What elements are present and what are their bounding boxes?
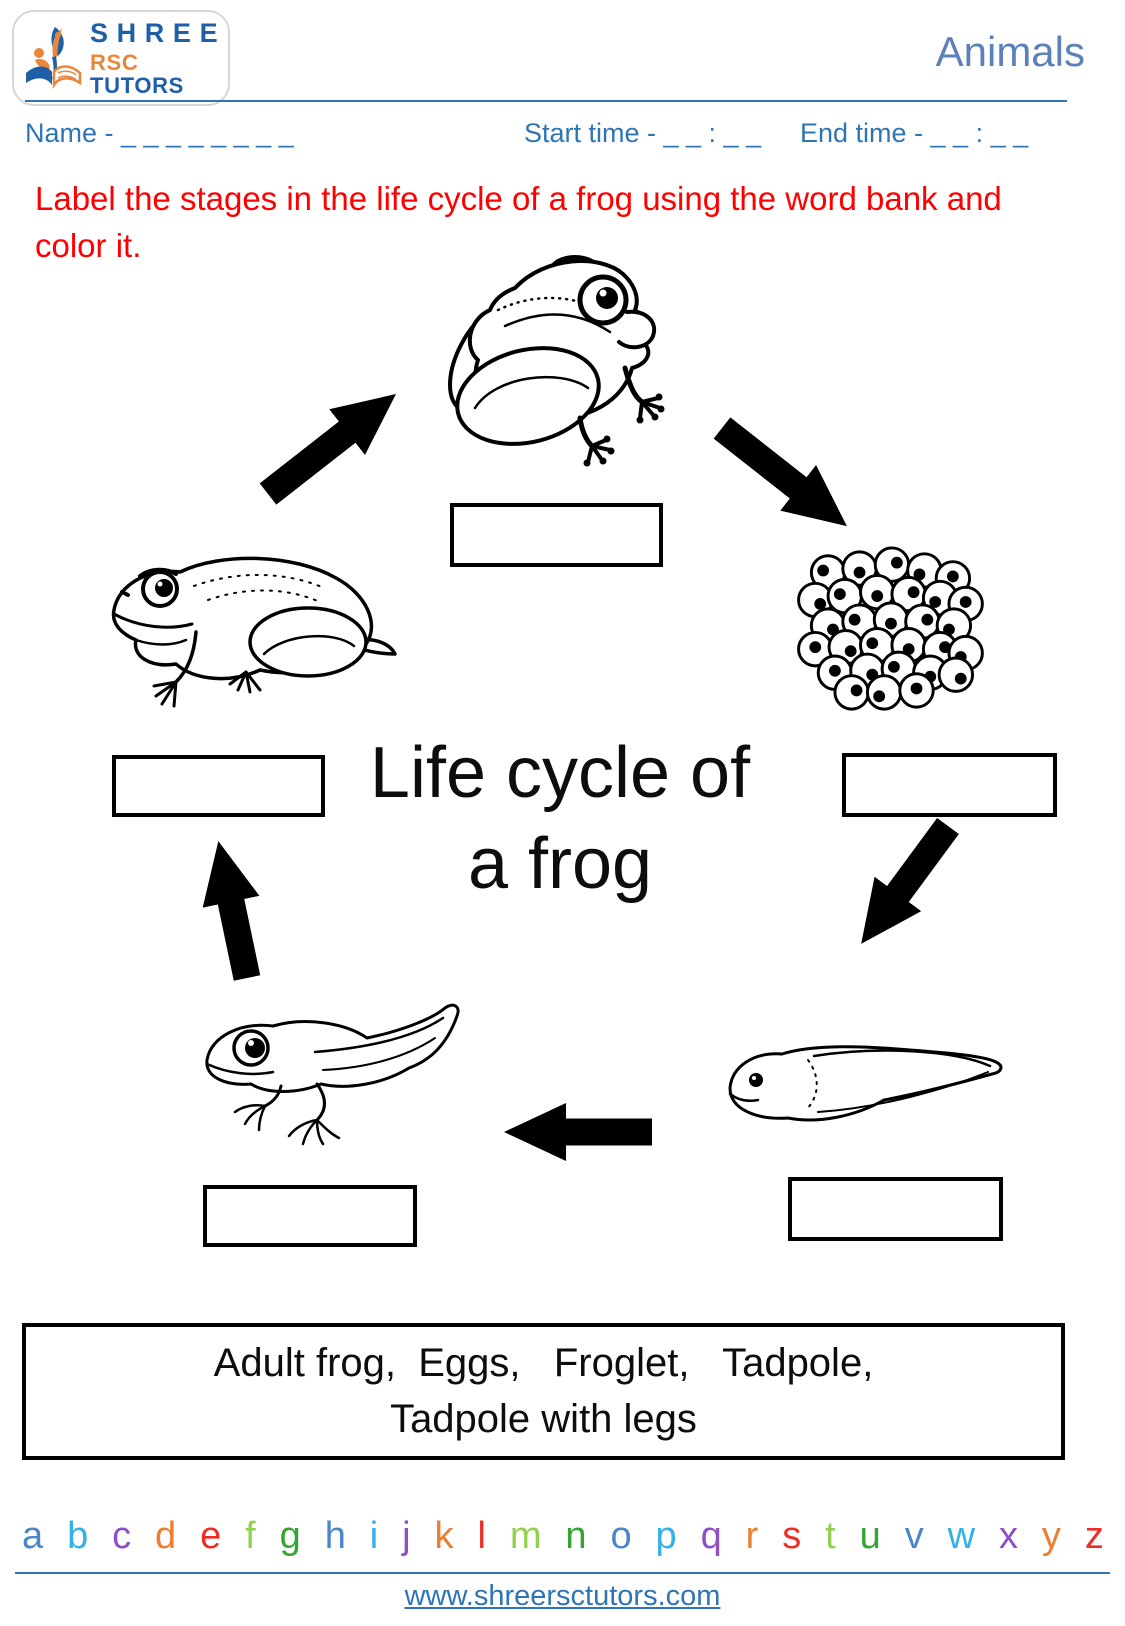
alphabet-letter-t: t [825,1515,836,1557]
label-box-tadpole-with-legs[interactable] [203,1185,417,1247]
alphabet-letter-e: e [200,1515,222,1557]
alphabet-letter-m: m [509,1515,542,1557]
alphabet-letter-b: b [67,1515,89,1557]
alphabet-letter-o: o [610,1515,632,1557]
alphabet-letter-p: p [655,1515,677,1557]
label-box-tadpole[interactable] [788,1177,1003,1241]
logo-text-rsc: RSC [90,49,139,75]
alphabet-letter-i: i [369,1515,379,1557]
alphabet-letter-d: d [155,1515,177,1557]
arrow-adult-frog-to-eggs [722,428,806,494]
alphabet-letter-c: c [112,1515,132,1557]
page-title: Animals [935,28,1085,75]
adult-frog-image [420,248,665,483]
tadpole-image [718,1028,1008,1146]
eggs-image [790,543,988,715]
logo-peacock-book-icon [22,23,84,93]
alphabet-letter-w: w [947,1515,976,1557]
alphabet-letter-r: r [745,1515,759,1557]
alphabet-row [22,1515,1104,1558]
alphabet-letter-s: s [782,1515,802,1557]
alphabet-letter-z: z [1084,1515,1104,1557]
header-divider [25,100,1067,102]
logo-text-shree: SHREE [90,18,227,49]
label-box-eggs[interactable] [842,753,1057,817]
website-link[interactable]: www.shreersctutors.com [404,1580,721,1612]
alphabet-letter-h: h [324,1515,346,1557]
word-bank-line1: Adult frog, Eggs, Froglet, Tadpole, [213,1341,874,1386]
alphabet-letter-y: y [1041,1515,1061,1557]
alphabet-letter-g: g [279,1515,301,1557]
logo-text-tutors: TUTORS [90,72,185,98]
start-time-blank-field[interactable]: Start time - _ _ : _ _ [524,118,762,148]
alphabet-letter-v: v [904,1515,924,1557]
end-time-blank-field[interactable]: End time - _ _ : _ _ [800,118,1029,148]
logo [12,10,230,106]
alphabet-letter-x: x [999,1515,1018,1557]
arrow-froglet-to-adult-frog [268,426,355,494]
label-box-adult-frog[interactable] [450,503,663,567]
froglet-image [98,542,398,714]
alphabet-letter-n: n [565,1515,587,1557]
arrow-eggs-to-tadpole [892,826,948,902]
label-box-froglet[interactable] [112,755,325,817]
alphabet-letter-f: f [245,1515,256,1557]
logo-text [90,19,226,97]
alphabet-letter-l: l [477,1515,486,1557]
diagram-title [330,728,790,909]
instruction-text: Label the stages in the life cycle of a frog using the word bank and color it. [35,180,1002,264]
diagram-title-line2: a frog [467,823,653,904]
word-bank-line2: Tadpole with legs [390,1396,697,1441]
footer-divider [15,1572,1110,1574]
alphabet-letter-a: a [22,1515,44,1557]
name-blank-field[interactable]: Name - _ _ _ _ _ _ _ _ [25,118,294,148]
alphabet-letter-q: q [700,1515,722,1557]
tadpole-with-legs-image [195,1000,470,1150]
footer [0,1580,1125,1613]
alphabet-letter-k: k [434,1515,454,1557]
alphabet-letter-u: u [859,1515,881,1557]
word-bank-box [22,1323,1065,1460]
alphabet-letter-j: j [402,1515,411,1557]
diagram-title-line1: Life cycle of [369,733,751,813]
arrow-tadpole-with-legs-to-froglet [229,892,247,978]
